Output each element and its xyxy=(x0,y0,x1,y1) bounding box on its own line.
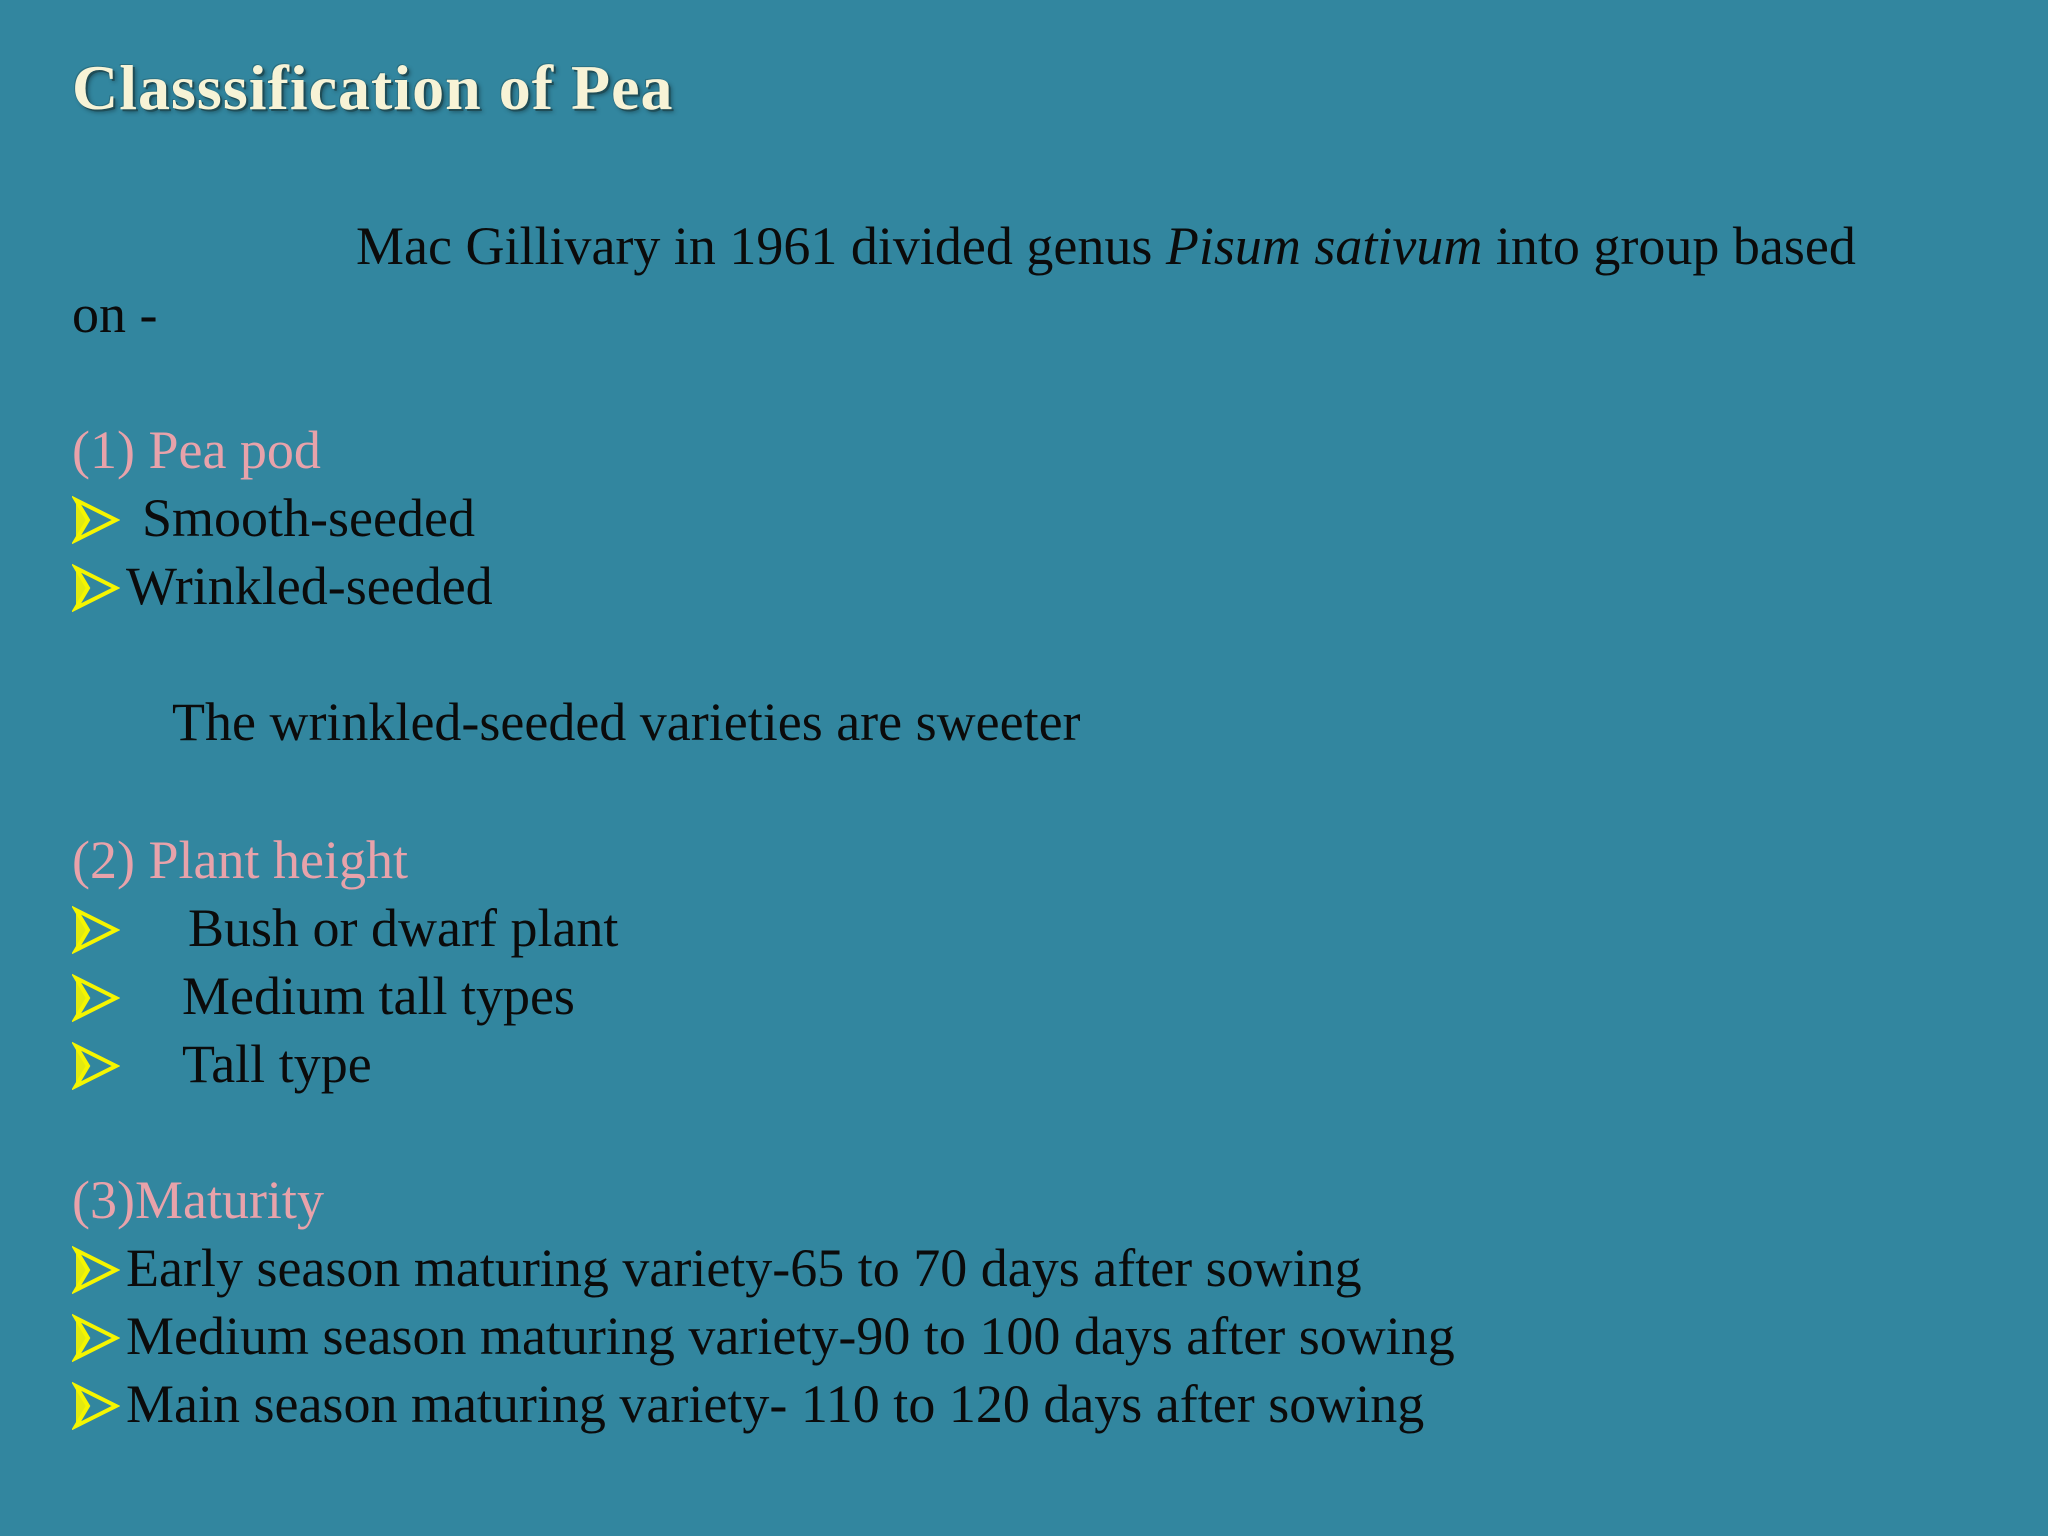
list-item-label: Early season maturing variety-65 to 70 days after sowing xyxy=(126,1238,1362,1298)
list-item-label: Medium season maturing variety-90 to 100 days after sowing xyxy=(126,1306,1455,1366)
list-item-label: Smooth-seeded xyxy=(142,488,475,548)
arrow-bullet-icon xyxy=(72,564,120,612)
list-item-label: Bush or dwarf plant xyxy=(188,898,619,958)
list-item-label: Main season maturing variety- 110 to 120 days after sowing xyxy=(126,1374,1425,1434)
arrow-bullet-icon xyxy=(72,906,120,954)
arrow-bullet-icon xyxy=(72,496,120,544)
section-heading-plant-height: (2) Plant height xyxy=(72,830,408,890)
section-note: The wrinkled-seeded varieties are sweeter xyxy=(172,692,1081,752)
arrow-bullet-icon xyxy=(72,1042,120,1090)
section-heading-maturity: (3)Maturity xyxy=(72,1170,324,1230)
list-item-label: Tall type xyxy=(182,1034,372,1094)
intro-text-start: Mac Gillivary in 1961 divided genus xyxy=(356,216,1166,276)
arrow-bullet-icon xyxy=(72,1382,120,1430)
list-item-label: Medium tall types xyxy=(182,966,575,1026)
list-item-label: Wrinkled-seeded xyxy=(126,556,493,616)
intro-text-end: into group based xyxy=(1482,216,1856,276)
arrow-bullet-icon xyxy=(72,974,120,1022)
section-heading-pea-pod: (1) Pea pod xyxy=(72,420,321,480)
intro-line-2: on - xyxy=(72,284,158,344)
intro-line-1 xyxy=(356,212,1856,280)
intro-species-name: Pisum sativum xyxy=(1165,216,1483,276)
arrow-bullet-icon xyxy=(72,1246,120,1294)
arrow-bullet-icon xyxy=(72,1314,120,1362)
slide-title: Classsification of Pea xyxy=(72,52,674,123)
